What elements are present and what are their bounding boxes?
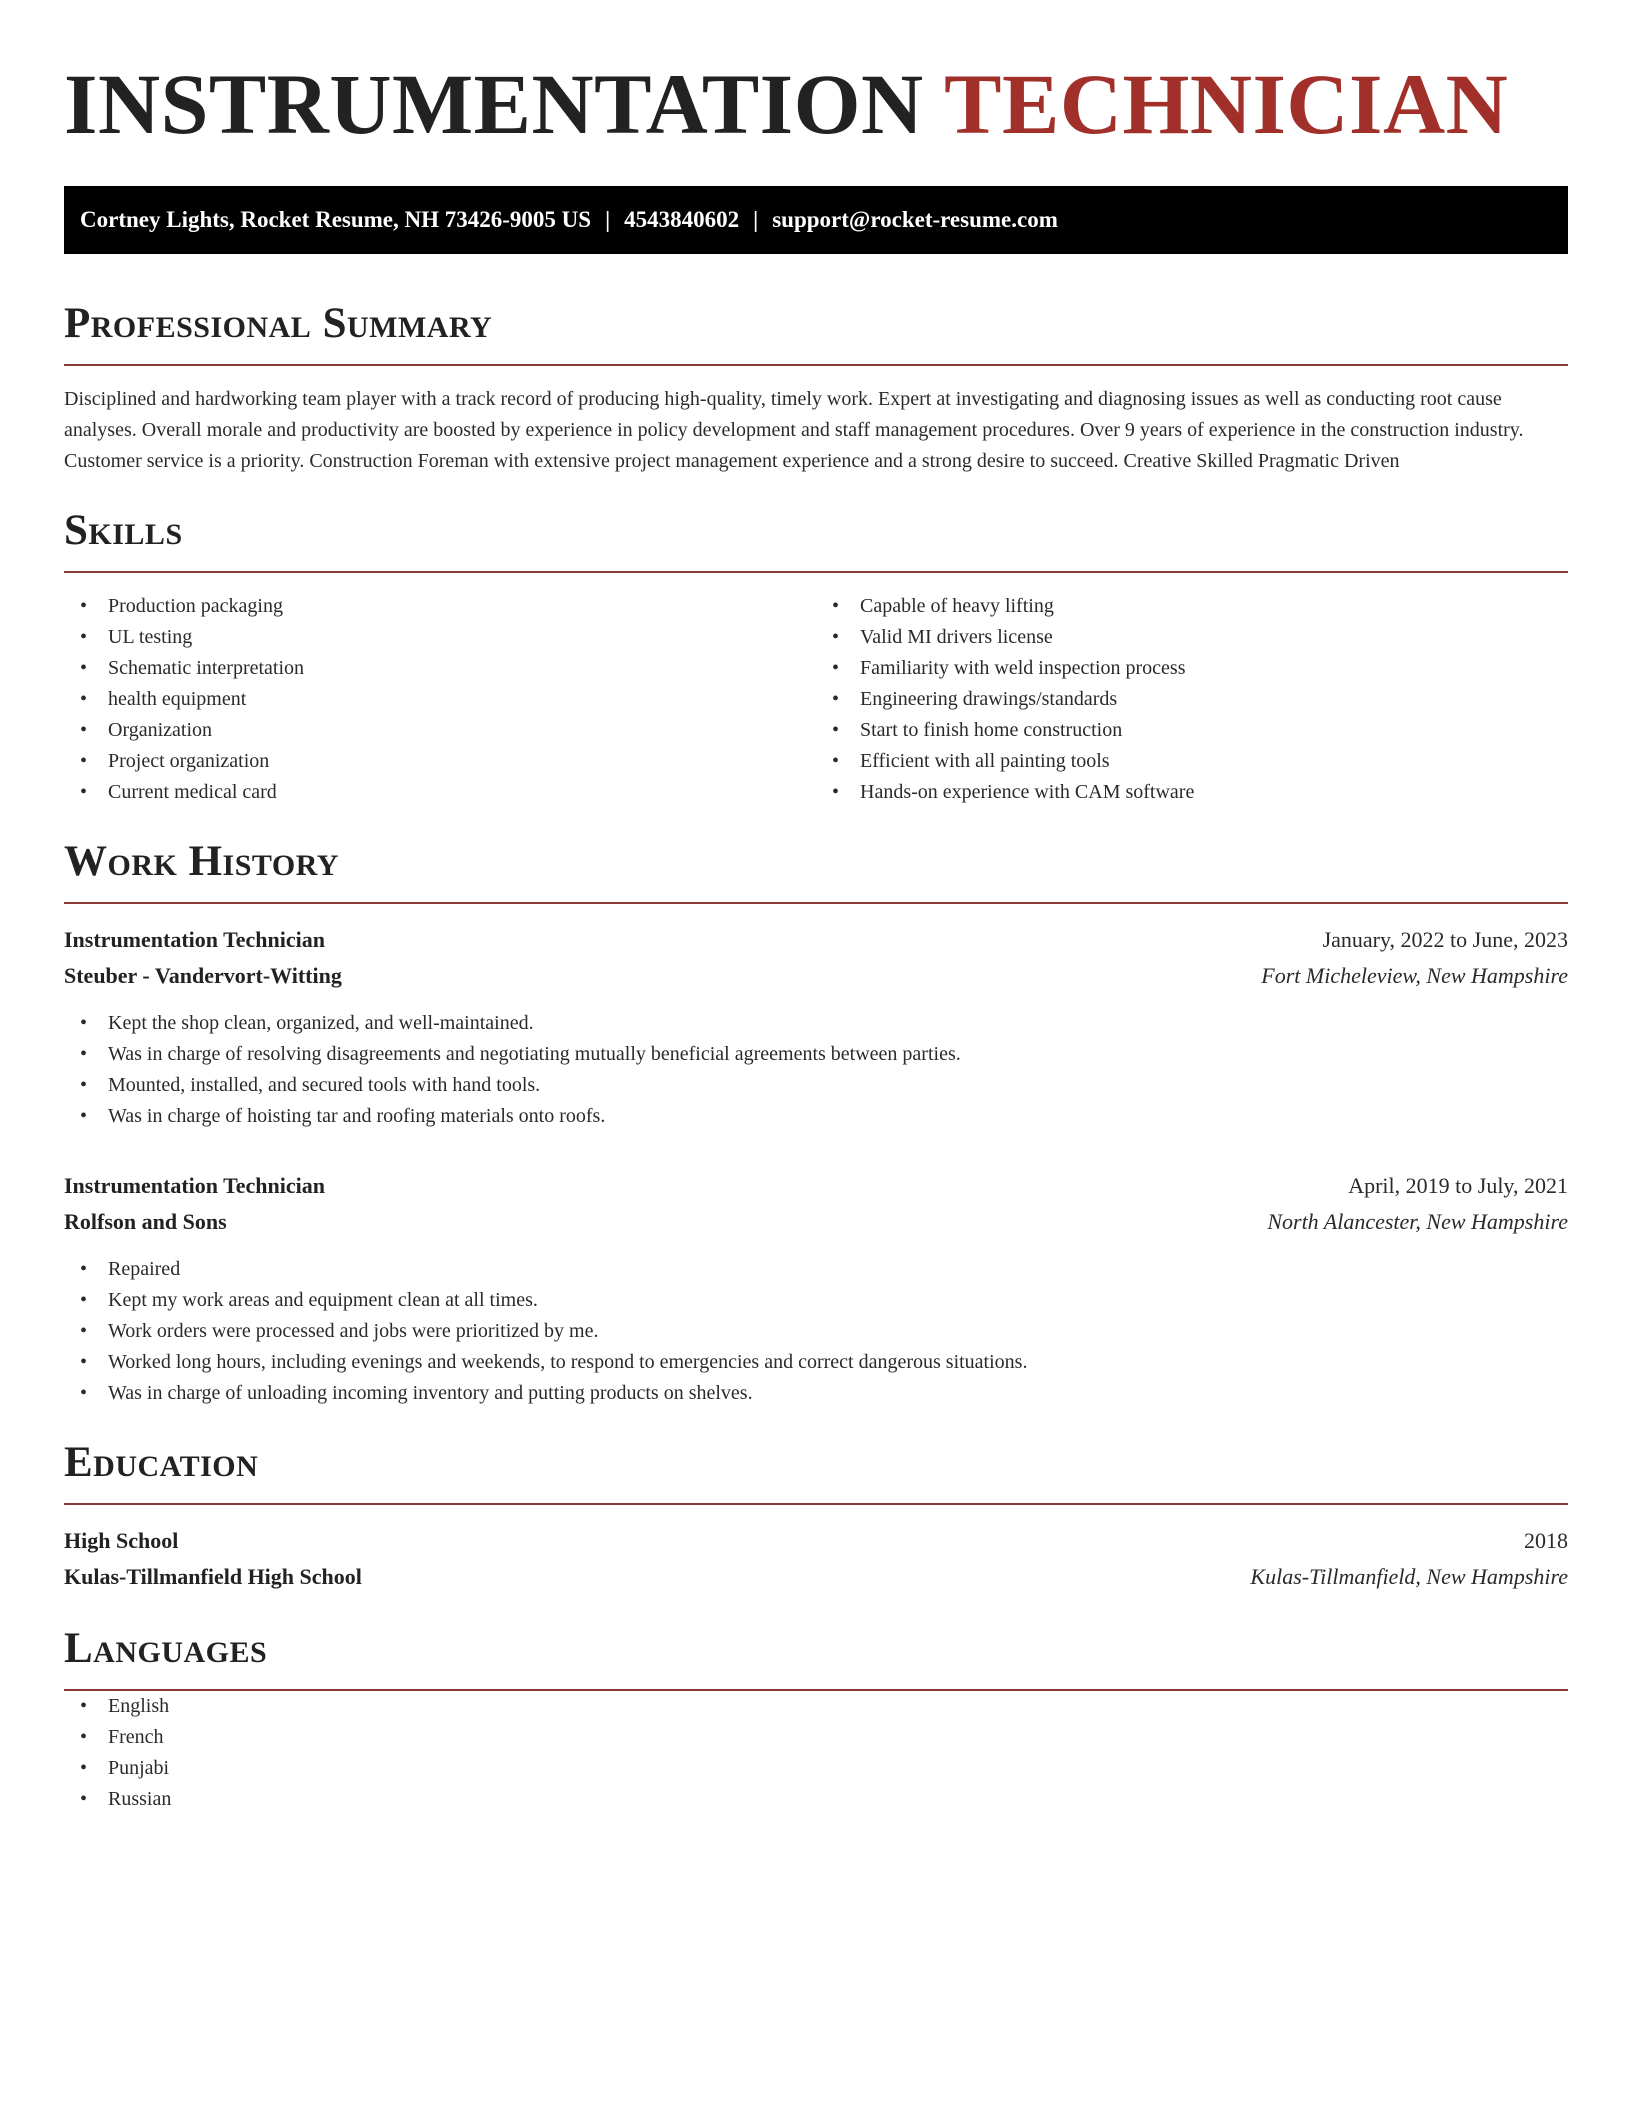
skill-item: • health equipment bbox=[64, 684, 816, 715]
education-title: Education bbox=[64, 1439, 259, 1486]
contact-address: Cortney Lights, Rocket Resume, NH 73426-9005 US bbox=[80, 207, 592, 232]
education-location: Kulas-Tillmanfield, New Hampshire bbox=[1250, 1564, 1568, 1589]
education-degree: High School bbox=[64, 1528, 179, 1553]
skill-item: • UL testing bbox=[64, 622, 816, 653]
skill-item: • Organization bbox=[64, 715, 816, 746]
skills-title: Skills bbox=[64, 507, 183, 554]
education-row-bottom bbox=[64, 1559, 1568, 1595]
name-accent: TECHNICIAN bbox=[944, 56, 1509, 152]
summary-text: Disciplined and hardworking team player with a track record of producing high-quality, timely work. Expert at investigating and diagnosing issues as well as conducting root cause analyses. Overall morale and productivity are boosted by experience in policy development and staff management procedures. Over 9 years of experience in the construction industry. Customer service is a priority. Construction Foreman with extensive project management experience and a strong desire to succeed. Creative Skilled Pragmatic Driven bbox=[64, 388, 1524, 472]
skill-item: • Current medical card bbox=[64, 777, 816, 808]
summary-title: Professional Summary bbox=[64, 300, 493, 347]
section-divider bbox=[64, 1503, 1568, 1505]
job-duty-item: • Mounted, installed, and secured tools with hand tools. bbox=[64, 1070, 1568, 1101]
section-divider bbox=[64, 571, 1568, 573]
job-dates: January, 2022 to June, 2023 bbox=[1322, 927, 1568, 952]
contact-bar bbox=[64, 186, 1568, 254]
job-entry bbox=[64, 1168, 1568, 1409]
education-year: 2018 bbox=[1524, 1528, 1568, 1553]
skills-column-left bbox=[64, 591, 816, 808]
education-entry bbox=[64, 1523, 1568, 1595]
contact-email: support@rocket-resume.com bbox=[772, 207, 1058, 232]
job-row bbox=[64, 958, 1568, 994]
contact-separator: | bbox=[753, 207, 759, 232]
work-section bbox=[64, 836, 1568, 1409]
language-item: • Punjabi bbox=[64, 1753, 1568, 1784]
skills-list-right bbox=[816, 591, 1568, 808]
summary-section bbox=[64, 298, 1568, 477]
job-location: North Alancester, New Hampshire bbox=[1267, 1209, 1568, 1234]
skills-list-left bbox=[64, 591, 816, 808]
skill-item: • Familiarity with weld inspection process bbox=[816, 653, 1568, 684]
contact-separator: | bbox=[605, 207, 611, 232]
skill-item: • Capable of heavy lifting bbox=[816, 591, 1568, 622]
job-list bbox=[64, 922, 1568, 1409]
education-row-top bbox=[64, 1523, 1568, 1559]
language-item: • French bbox=[64, 1722, 1568, 1753]
job-duty-item: • Kept my work areas and equipment clean at all times. bbox=[64, 1285, 1568, 1316]
language-item: • Russian bbox=[64, 1784, 1568, 1815]
skill-item: • Schematic interpretation bbox=[64, 653, 816, 684]
job-duties-list bbox=[64, 1008, 1568, 1132]
skills-column-right bbox=[816, 591, 1568, 808]
languages-title: Languages bbox=[64, 1625, 268, 1672]
skill-item: • Project organization bbox=[64, 746, 816, 777]
education-school: Kulas-Tillmanfield High School bbox=[64, 1564, 362, 1589]
job-dates: April, 2019 to July, 2021 bbox=[1348, 1173, 1568, 1198]
language-item: • English bbox=[64, 1691, 1568, 1722]
job-row bbox=[64, 1168, 1568, 1204]
work-title: Work History bbox=[64, 838, 339, 885]
job-duties-list bbox=[64, 1254, 1568, 1409]
skill-item: • Efficient with all painting tools bbox=[816, 746, 1568, 777]
resume-name bbox=[64, 56, 1568, 152]
contact-phone: 4543840602 bbox=[624, 207, 740, 232]
job-duty-item: • Repaired bbox=[64, 1254, 1568, 1285]
job-entry bbox=[64, 922, 1568, 1132]
job-row bbox=[64, 922, 1568, 958]
section-divider bbox=[64, 364, 1568, 366]
job-company: Rolfson and Sons bbox=[64, 1209, 227, 1234]
languages-list bbox=[64, 1691, 1568, 1815]
section-divider bbox=[64, 902, 1568, 904]
skill-item: • Production packaging bbox=[64, 591, 816, 622]
job-duty-item: • Was in charge of resolving disagreements and negotiating mutually beneficial agreements between parties. bbox=[64, 1039, 1568, 1070]
languages-section bbox=[64, 1623, 1568, 1815]
job-role: Instrumentation Technician bbox=[64, 927, 325, 952]
job-role: Instrumentation Technician bbox=[64, 1173, 325, 1198]
skills-section bbox=[64, 505, 1568, 808]
job-duty-item: • Worked long hours, including evenings and weekends, to respond to emergencies and correct dangerous situations. bbox=[64, 1347, 1568, 1378]
job-row bbox=[64, 1204, 1568, 1240]
job-duty-item: • Was in charge of unloading incoming inventory and putting products on shelves. bbox=[64, 1378, 1568, 1409]
skill-item: • Start to finish home construction bbox=[816, 715, 1568, 746]
job-duty-item: • Work orders were processed and jobs were prioritized by me. bbox=[64, 1316, 1568, 1347]
skill-item: • Hands-on experience with CAM software bbox=[816, 777, 1568, 808]
job-company: Steuber - Vandervort-Witting bbox=[64, 963, 342, 988]
job-duty-item: • Kept the shop clean, organized, and well-maintained. bbox=[64, 1008, 1568, 1039]
skills-grid bbox=[64, 591, 1568, 808]
name-primary: INSTRUMENTATION bbox=[64, 56, 924, 152]
job-duty-item: • Was in charge of hoisting tar and roofing materials onto roofs. bbox=[64, 1101, 1568, 1132]
skill-item: • Valid MI drivers license bbox=[816, 622, 1568, 653]
skill-item: • Engineering drawings/standards bbox=[816, 684, 1568, 715]
education-section bbox=[64, 1437, 1568, 1595]
job-location: Fort Micheleview, New Hampshire bbox=[1261, 963, 1568, 988]
